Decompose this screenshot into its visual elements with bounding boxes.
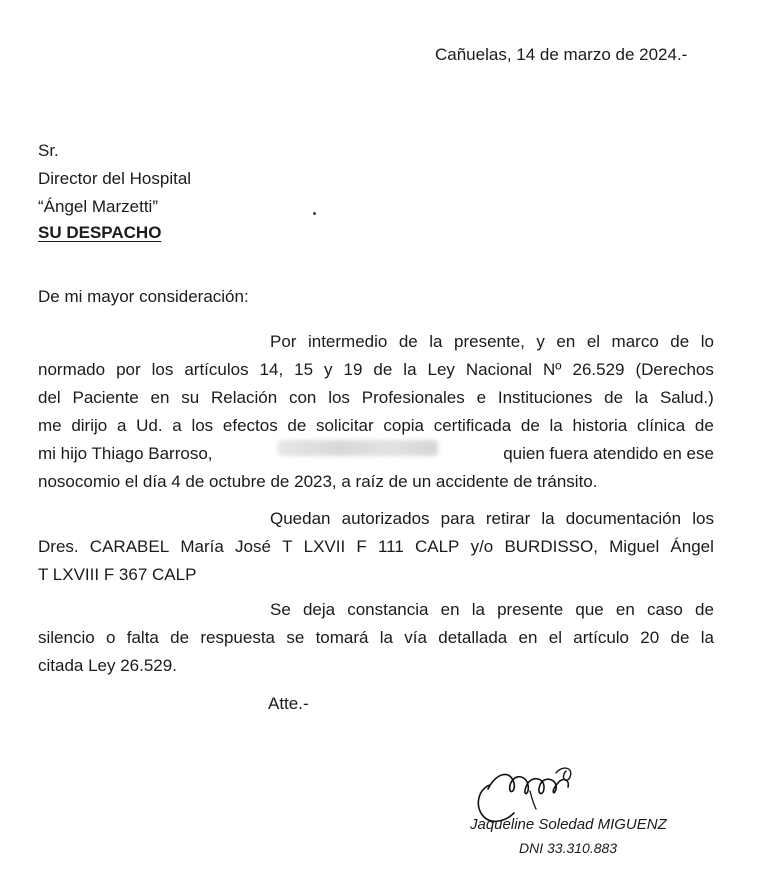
word: respuesta [200,628,276,647]
word: intermedio [307,332,388,351]
word: CARABEL [89,537,170,556]
word: de [170,628,190,647]
paragraph-line [38,356,714,384]
word: la [634,388,649,407]
word: dirijo [71,416,108,435]
word: de [670,628,690,647]
paragraph-line [38,596,714,624]
paragraph-line [38,412,714,440]
word: en [615,600,635,619]
paragraph-line [38,505,714,533]
word: efectos [222,416,278,435]
word: clínica [636,416,686,435]
stray-dot [313,212,316,215]
word: que [575,600,604,619]
word: de [695,600,714,619]
word: y/o [470,537,494,556]
paragraph-request [38,328,714,496]
paragraph-line [38,533,714,561]
word: 19 [343,360,363,379]
word: certificada [433,416,512,435]
greeting: De mi mayor consideración: [38,287,249,306]
word: Profesionales [361,388,465,407]
paragraph-line: citada Ley 26.529. [38,656,177,675]
word: a [116,416,127,435]
word: e [476,388,487,407]
word: Se [270,600,291,619]
word: presente [497,600,564,619]
word: constancia [347,600,429,619]
word: de [604,388,624,407]
word: o [105,628,116,647]
word: F [356,537,367,556]
word: Por [270,332,297,351]
word: Relación [211,388,278,407]
date-line: Cañuelas, 14 de marzo de 2024.- [435,45,688,64]
paragraph-line [38,384,714,412]
addressee-role: Director del Hospital [38,169,192,188]
word: el [586,332,601,351]
word: María [180,537,224,556]
addressee-salutation: Sr. [38,141,59,160]
word: CALP [414,537,460,556]
paragraph-line [38,624,714,652]
word: la [429,332,443,351]
word: presente, [454,332,525,351]
word: Instituciones [497,388,593,407]
word: 26.529 [572,360,625,379]
word: LXVII [303,537,346,556]
word: Salud.) [659,388,714,407]
word: de [287,416,307,435]
word: la [700,628,714,647]
word: retirar [485,509,531,528]
word: caso [646,600,683,619]
word: 14, [259,360,284,379]
word: detallada [438,628,508,647]
word: del [38,388,61,407]
word: y [324,360,333,379]
word: se [286,628,305,647]
word: de [373,360,393,379]
word: Ángel [670,537,714,556]
word: Paciente [72,388,139,407]
word: Ley [427,360,455,379]
word: Dres. [38,537,79,556]
word: artículos [184,360,249,379]
signer-dni: DNI 33.310.883 [519,840,618,856]
paragraph-line [38,440,714,468]
paragraph-line: T LXVIII F 367 CALP [38,565,197,584]
word: Ud. [136,416,163,435]
word: de [398,332,418,351]
word: normado [38,360,106,379]
word: Miguel [609,537,660,556]
word: copia [383,416,424,435]
paragraph-authorized [38,505,714,589]
word: 111 [377,537,404,556]
word: marco [611,332,659,351]
word: los [191,416,214,435]
word: la [403,360,417,379]
word: falta [126,628,159,647]
word: tomará [315,628,369,647]
word: de [670,332,690,351]
word: la [541,509,555,528]
paragraph-silence [38,596,714,680]
word: 15 [294,360,314,379]
word: historia [572,416,628,435]
word: vía [404,628,427,647]
word: 20 [640,628,660,647]
addressee-office: SU DESPACHO [38,223,162,242]
word: Nº [543,360,562,379]
word: con [288,388,317,407]
signer-name: Jaqueline Soledad MIGUENZ [470,816,667,833]
word: la [471,600,485,619]
addressee-hospital: “Ángel Marzetti” [38,197,158,216]
word: lo [700,332,714,351]
paragraph-line [38,328,714,356]
word: de [694,416,714,435]
word: (Derechos [635,360,714,379]
word: José [234,537,271,556]
redacted-dni-block [278,440,438,456]
word: los [692,509,714,528]
word: en [150,388,170,407]
word: me [38,416,62,435]
word: para [440,509,475,528]
word: documentación [565,509,682,528]
word: de [520,416,540,435]
word: artículo [573,628,630,647]
word: los [151,360,174,379]
word: a [172,416,182,435]
word: en [440,600,460,619]
word: Quedan [270,509,331,528]
word: autorizados [341,509,430,528]
word: Nacional [465,360,533,379]
word: deja [302,600,336,619]
word: T [282,537,293,556]
word: BURDISSO, [504,537,598,556]
word: por [116,360,141,379]
word: los [328,388,350,407]
patient-text: mi hijo Thiago Barroso, [38,444,213,463]
patient-text-continued: quien fuera atendido en ese [503,444,714,463]
word: solicitar [316,416,374,435]
word: y [536,332,545,351]
word: el [548,628,562,647]
word: su [181,388,200,407]
word: silencio [38,628,95,647]
word: la [549,416,563,435]
closing: Atte.- [268,694,309,713]
word: la [379,628,393,647]
word: en [518,628,538,647]
word: en [556,332,576,351]
paragraph-line: nosocomio el día 4 de octubre de 2023, a raíz de un accidente de tránsito. [38,472,598,491]
